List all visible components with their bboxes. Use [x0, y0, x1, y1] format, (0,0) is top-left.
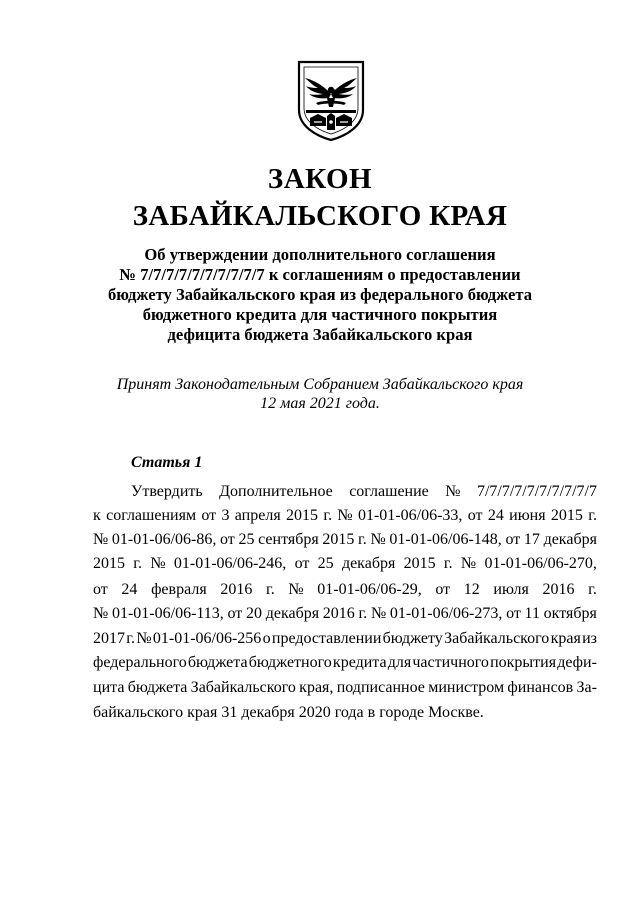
article-word: частичного — [412, 654, 489, 671]
law-title: ЗАКОН — [267, 163, 373, 195]
article-word: № — [150, 555, 166, 572]
article-line — [93, 630, 597, 652]
subject-line: дефицита бюджета Забайкальского края — [167, 325, 473, 344]
article-word: 2015 — [403, 555, 436, 572]
article-word: для — [387, 654, 412, 671]
article-word: 01-01-06/06-29, — [317, 581, 422, 598]
article-word: бюджету — [382, 630, 443, 647]
article-word: июля — [493, 581, 529, 598]
subject-line: бюджетного кредита для частичного покрытия — [142, 305, 498, 324]
article-word: от — [93, 581, 108, 598]
article-word: февраля — [151, 581, 207, 598]
article-word: предоставлении — [271, 630, 382, 647]
article-word: № — [370, 531, 386, 548]
article-word: 2015 — [550, 507, 583, 524]
article-word: апреля — [234, 507, 281, 524]
article-word: федерального — [93, 654, 187, 671]
article-word: г. — [358, 605, 368, 622]
article-line — [93, 679, 597, 701]
article-word: от — [294, 555, 310, 572]
article-word: № — [93, 605, 109, 622]
article-word: г. — [443, 555, 453, 572]
article-word: 25 — [317, 555, 334, 572]
article-word: 2016 — [542, 581, 575, 598]
article-word: 01-01-06/06-148, — [389, 531, 502, 548]
article-word: № — [136, 630, 152, 647]
article-word: бюджетного — [248, 654, 332, 671]
article-word: 17 — [523, 531, 540, 548]
adoption-date: 12 мая 2021 года. — [260, 395, 380, 412]
article-word: сентября — [258, 531, 319, 548]
article-word: от — [506, 605, 521, 622]
article-word: к — [93, 507, 101, 524]
article-word: кредита — [332, 654, 387, 671]
article-word: Забайкальского — [190, 679, 296, 696]
article-word: 2015 — [93, 555, 125, 572]
article-word: от — [220, 531, 235, 548]
article-word: Забайкальского — [444, 630, 550, 647]
article-word: цита — [93, 679, 125, 696]
article-word: № — [337, 507, 353, 524]
article-word: № — [460, 555, 477, 572]
article-word: 7/7/7/7/7/7/7/7/7/7 — [476, 483, 597, 500]
article-line — [131, 483, 597, 505]
adoption-note — [0, 375, 640, 413]
article-word: из — [582, 630, 597, 647]
article-word: байкальского края 31 декабря 2020 года в городе Москве. — [93, 704, 484, 721]
article-word: 12 — [463, 581, 480, 598]
article-line — [93, 507, 597, 529]
article-line — [93, 605, 597, 627]
article-word: соглашение — [349, 483, 429, 500]
coat-of-arms-emblem-icon — [296, 60, 366, 142]
article-word: бюджета — [187, 654, 248, 671]
article-word: дефи- — [557, 654, 597, 671]
article-word: 01-01-06/06-86, — [111, 531, 217, 548]
article-word: соглашениям — [106, 507, 197, 524]
article-line — [93, 531, 597, 553]
article-word: 01-01-06/06-246, — [173, 555, 287, 572]
article-word: покрытия — [490, 654, 557, 671]
article-word: г. — [358, 531, 367, 548]
article-word: г. — [588, 507, 597, 524]
article-word: края, — [299, 679, 334, 696]
article-line — [93, 654, 597, 676]
article-word: 3 — [221, 507, 230, 524]
article-word: 25 — [238, 531, 255, 548]
article-word: г. — [323, 507, 333, 524]
article-line — [93, 581, 597, 603]
article-word: 11 — [524, 605, 540, 622]
article-word: от — [435, 581, 451, 598]
article-word: 01-01-06/06-33, — [357, 507, 463, 524]
article-word: № — [370, 605, 387, 622]
subject-line: бюджету Забайкальского края из федерального бюджета — [107, 285, 532, 304]
article-word: 2016 — [220, 581, 253, 598]
article-word: 2015 — [322, 531, 355, 548]
article-word: 2015 — [286, 507, 318, 524]
article-line — [93, 555, 597, 577]
article-word: министром — [428, 679, 505, 696]
article-word: Утвердить — [131, 483, 203, 500]
article-word: края — [550, 630, 581, 647]
article-word: 01-01-06/06-273, — [389, 605, 503, 622]
region-title: ЗАБАЙКАЛЬСКОГО КРАЯ — [132, 200, 508, 232]
article-word: финансов — [507, 679, 574, 696]
article-word: 2017 — [93, 630, 125, 647]
article-word: За- — [576, 679, 597, 696]
article-heading: Статья 1 — [131, 454, 203, 471]
law-subject — [90, 245, 550, 345]
article-word: г. — [588, 581, 597, 598]
subject-line: Об утверждении дополнительного соглашения — [144, 245, 496, 264]
article-word: 24 — [487, 507, 504, 524]
article-word: бюджета — [127, 679, 188, 696]
article-word: 01-01-06/06-270, — [484, 555, 597, 572]
article-word: 01-01-06/06-256 — [152, 630, 262, 647]
article-word: декабря — [543, 531, 597, 548]
article-word: № — [93, 531, 109, 548]
adoption-line: Принят Законодательным Собранием Забайкальского края — [116, 376, 524, 393]
article-word: о — [262, 630, 271, 647]
article-word: № — [445, 483, 461, 500]
article-word: 01-01-06/06-113, — [111, 605, 224, 622]
article-word: октября — [543, 605, 597, 622]
article-word: от — [467, 507, 483, 524]
article-word: г. — [126, 630, 136, 647]
article-word: г. — [265, 581, 275, 598]
article-word: от — [227, 605, 243, 622]
article-word: № — [288, 581, 304, 598]
article-word: от — [201, 507, 217, 524]
article-word: 24 — [121, 581, 138, 598]
article-word: от — [505, 531, 521, 548]
article-word: Дополнительное — [219, 483, 333, 500]
subject-line: № 7/7/7/7/7/7/7/7/7/7 к соглашениям о предоставлении — [119, 265, 521, 284]
article-word: декабря — [341, 555, 396, 572]
article-word: 20 — [246, 605, 262, 622]
article-line — [93, 704, 597, 726]
article-word: декабря — [265, 605, 320, 622]
article-word: июня — [509, 507, 546, 524]
article-word: г. — [133, 555, 143, 572]
article-word: 2016 — [322, 605, 355, 622]
article-word: подписанное — [336, 679, 425, 696]
